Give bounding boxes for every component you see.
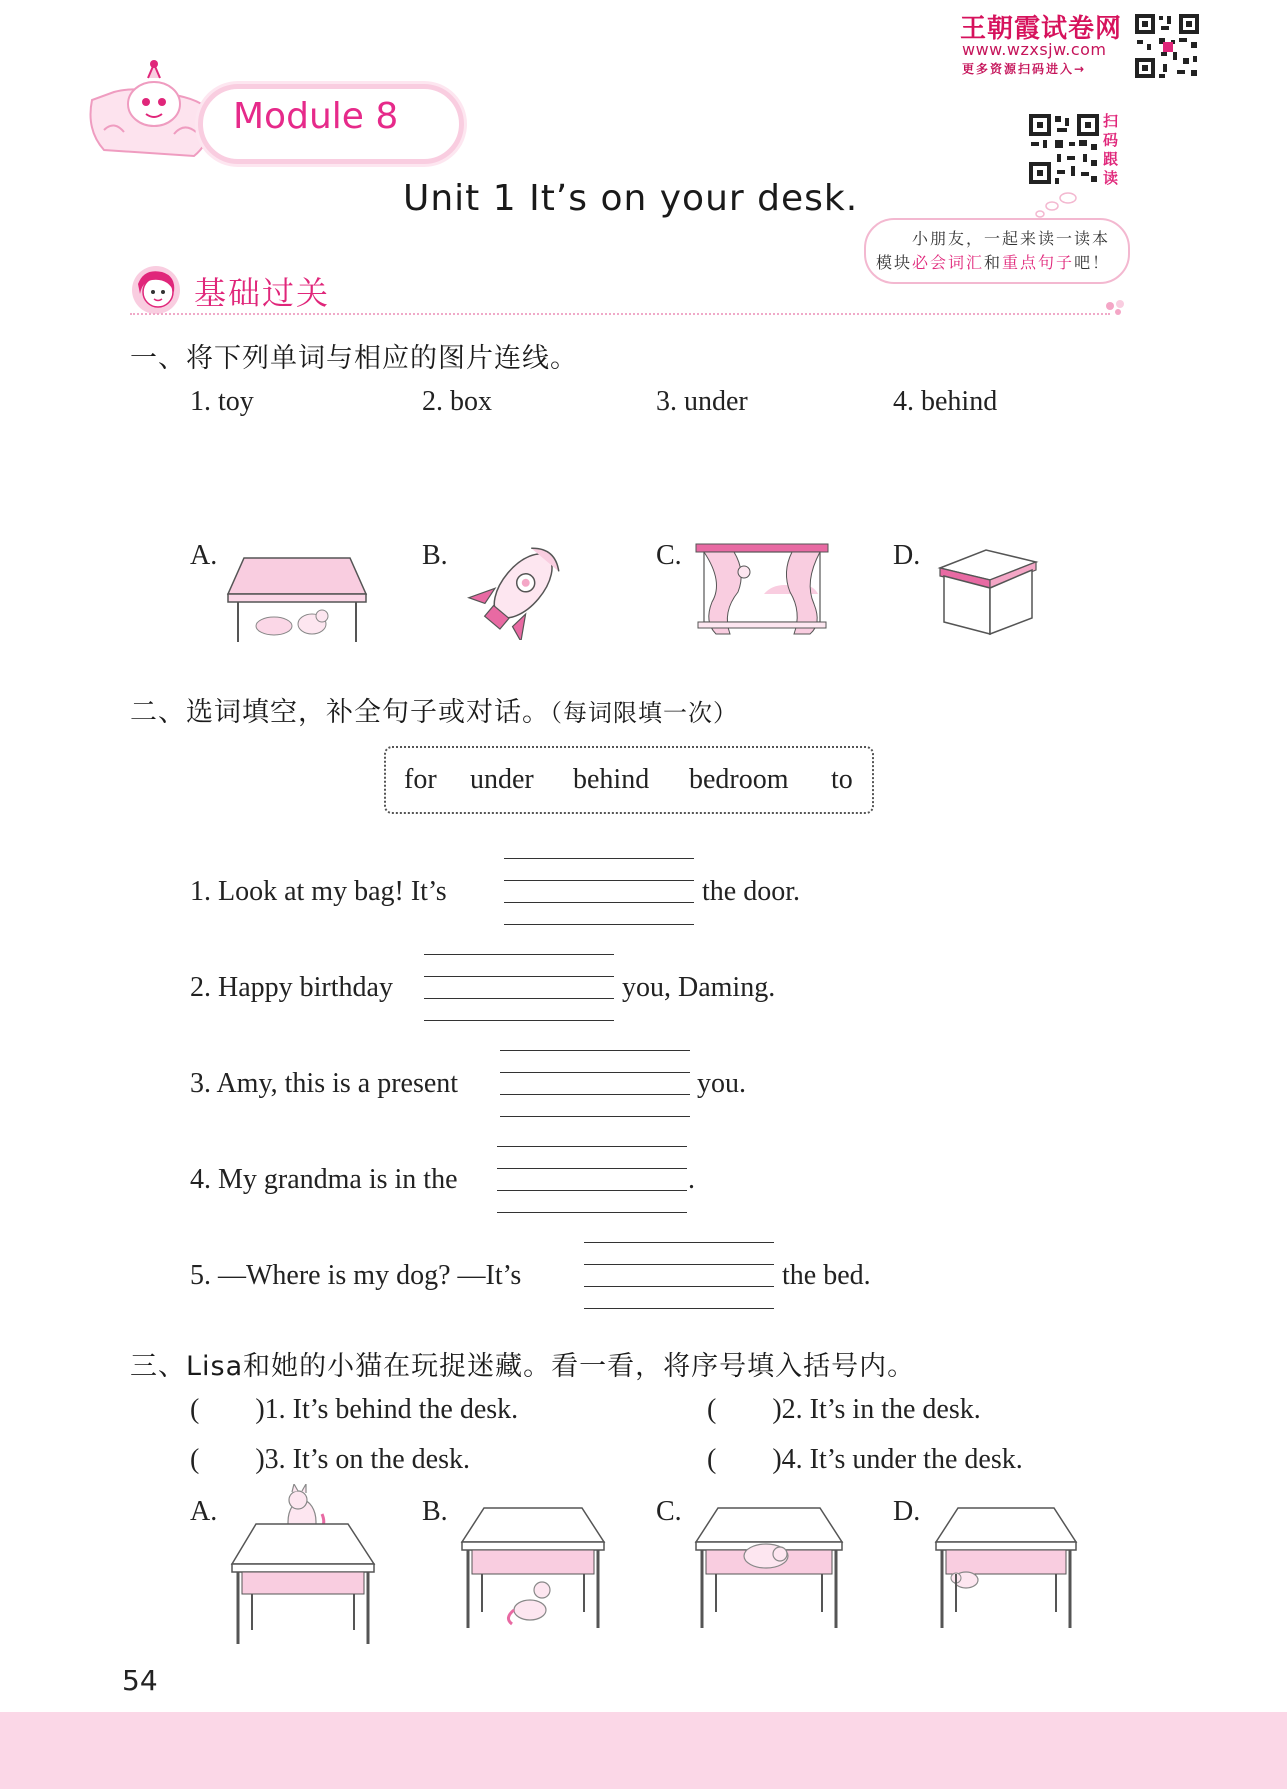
answer-blank[interactable] [504, 858, 694, 925]
q1-picture-label: A. [190, 540, 218, 571]
q2-note: （每词限填一次） [550, 699, 738, 727]
bubble-tail-dots [1028, 190, 1078, 220]
q2-sentence-4-before: 4. My grandma is in the [190, 1164, 458, 1195]
word-bank-word: bedroom [689, 764, 789, 795]
q2-title [130, 690, 738, 729]
bubble-text-part: 模块 [876, 255, 913, 272]
cat-under-desk-picture[interactable] [460, 1506, 606, 1630]
q1-picture-label: B. [422, 540, 448, 571]
answer-blank[interactable] [584, 1242, 774, 1309]
q1-word[interactable]: 3. under [656, 386, 748, 417]
module-title: Module 8 [233, 96, 399, 137]
toy-rocket-picture[interactable] [460, 544, 576, 640]
q2-sentence-5-before: 5. —Where is my dog? —It’s [190, 1260, 522, 1291]
q2-title-text: 二、选词填空，补全句子或对话。 [130, 697, 550, 728]
page-number: 54 [122, 1664, 158, 1697]
bubble-text-part: 吧！ [1074, 255, 1111, 272]
q1-word[interactable]: 1. toy [190, 386, 254, 417]
cat-behind-desk-picture[interactable] [934, 1506, 1078, 1630]
q1-word[interactable]: 4. behind [893, 386, 998, 417]
bubble-text-line-1: 小朋友，一起来读一读本 [912, 231, 1111, 248]
scan-follow-read-label: 扫码跟读 [1103, 112, 1119, 187]
cat-in-desk-picture[interactable] [694, 1506, 844, 1630]
q1-picture-label: C. [656, 540, 682, 571]
word-bank-word: to [831, 764, 853, 795]
q2-sentence-2-before: 2. Happy birthday [190, 972, 393, 1003]
box-picture[interactable] [936, 546, 1040, 638]
section-divider [130, 313, 1110, 315]
window-curtain-picture[interactable] [694, 542, 830, 636]
table-with-cat-picture[interactable] [224, 554, 370, 644]
q2-sentence-1-after: the door. [702, 876, 800, 907]
bubble-sentence-highlight: 重点句子 [1002, 255, 1075, 272]
answer-blank[interactable] [424, 954, 614, 1021]
answer-blank[interactable] [500, 1050, 690, 1117]
q2-sentence-3-before: 3. Amy, this is a present [190, 1068, 459, 1099]
word-bank-word: behind [573, 764, 650, 795]
q2-sentence-5-after: the bed. [782, 1260, 871, 1291]
q3-picture-label: A. [190, 1496, 218, 1527]
brand-more-text: 更多资源扫码进入→ [962, 62, 1087, 76]
bubble-vocab-highlight: 必会词汇 [912, 255, 985, 272]
q3-item-1[interactable]: ( )1. It’s behind the desk. [190, 1394, 519, 1425]
q2-sentence-1-before: 1. Look at my bag! It’s [190, 876, 447, 907]
q1-word[interactable]: 2. box [422, 386, 492, 417]
brand-url[interactable]: www.wzxsjw.com [962, 40, 1107, 59]
q3-picture-label: C. [656, 1496, 682, 1527]
scan-qr-code-icon[interactable] [1027, 112, 1101, 186]
unit-title: Unit 1 It’s on your desk. [403, 178, 859, 219]
girl-avatar-icon [128, 264, 184, 316]
bubble-text-part: 和 [984, 255, 1003, 272]
q3-picture-label: D. [893, 1496, 921, 1527]
q1-picture-label: D. [893, 540, 921, 571]
q3-picture-label: B. [422, 1496, 448, 1527]
cat-on-desk-picture[interactable] [228, 1484, 378, 1646]
bubble-text-line-2 [876, 250, 1110, 273]
q3-title: 三、Lisa和她的小猫在玩捉迷藏。看一看，将序号填入括号内。 [130, 1351, 916, 1382]
word-bank-word: for [404, 764, 437, 795]
bottom-decorative-band [0, 1712, 1287, 1789]
q2-sentence-3-after: you. [697, 1068, 746, 1099]
brand-title: 王朝霞试卷网 [960, 14, 1123, 44]
q3-item-3[interactable]: ( )3. It’s on the desk. [190, 1444, 470, 1475]
divider-dots-icon [1104, 298, 1128, 316]
q1-title: 一、将下列单词与相应的图片连线。 [130, 343, 578, 374]
q3-item-2[interactable]: ( )2. It’s in the desk. [707, 1394, 981, 1425]
brand-qr-code-icon[interactable] [1133, 12, 1201, 80]
q3-item-4[interactable]: ( )4. It’s under the desk. [707, 1444, 1023, 1475]
q2-sentence-4-after: . [688, 1164, 695, 1195]
q2-sentence-2-after: you, Daming. [622, 972, 776, 1003]
section-title: 基础过关 [194, 274, 331, 312]
word-bank-word: under [470, 764, 534, 795]
answer-blank[interactable] [497, 1146, 687, 1213]
